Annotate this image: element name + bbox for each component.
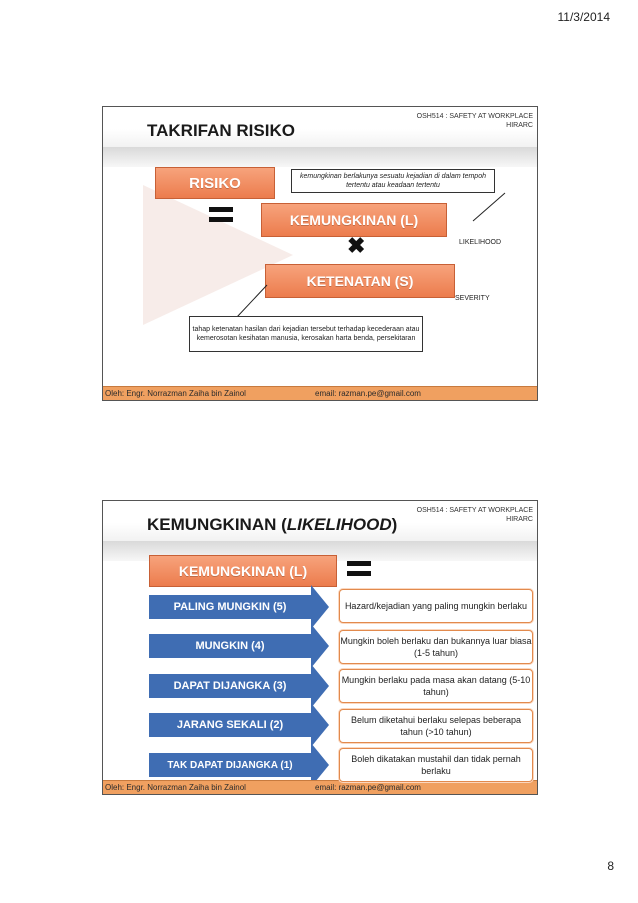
multiply-icon: ✖ bbox=[347, 233, 366, 258]
level-5-desc: Hazard/kejadian yang paling mungkin berlaku bbox=[339, 589, 533, 623]
course-code: OSH514 : SAFETY AT WORKPLACE bbox=[416, 113, 533, 120]
kemungkinan-box: KEMUNGKINAN (L) bbox=[261, 203, 447, 237]
slide-takrifan-risiko bbox=[102, 106, 538, 401]
level-4-label: MUNGKIN (4) bbox=[195, 640, 265, 652]
level-1-arrow bbox=[149, 753, 311, 777]
page-number: 8 bbox=[607, 859, 614, 873]
level-1-label: TAK DAPAT DIJANGKA (1) bbox=[167, 759, 293, 771]
equals-icon bbox=[347, 561, 371, 581]
connector-severity bbox=[237, 285, 267, 317]
level-3-label: DAPAT DIJANGKA (3) bbox=[173, 680, 287, 692]
likelihood-label: LIKELIHOOD bbox=[459, 239, 502, 246]
level-5-arrow bbox=[149, 595, 311, 619]
course-topic: HIRARC bbox=[506, 122, 533, 129]
level-3-arrow bbox=[149, 674, 311, 698]
level-2-desc: Belum diketahui berlaku selepas beberapa tahun (>10 tahun) bbox=[339, 709, 533, 743]
slide-title: TAKRIFAN RISIKO bbox=[147, 121, 295, 140]
level-1-desc: Boleh dikatakan mustahil dan tidak pernah berlaku bbox=[339, 748, 533, 782]
footer-author: Oleh: Engr. Norrazman Zaiha bin Zainol bbox=[105, 389, 246, 398]
kemungkinan-header-box: KEMUNGKINAN (L) bbox=[149, 555, 337, 587]
slide-footer bbox=[103, 780, 537, 794]
level-2-label: JARANG SEKALI (2) bbox=[176, 719, 284, 731]
footer-email: email: razman.pe@gmail.com bbox=[315, 389, 421, 398]
title-end: ) bbox=[391, 515, 398, 534]
note-kemungkinan-text: kemungkinan berlakunya sesuatu kejadian di dalam tempoh tertentu atau keadaan tertentu bbox=[299, 173, 486, 189]
note-ketenatan: tahap ketenatan hasilan dari kejadian tersebut terhadap kecederaan atau kemerosotan kesihatan manusia, kerosakan harta benda, persekitaran bbox=[189, 316, 423, 352]
slide-kemungkinan-likelihood bbox=[102, 500, 538, 795]
level-3-desc: Mungkin berlaku pada masa akan datang (5-10 tahun) bbox=[339, 669, 533, 703]
level-4-desc: Mungkin boleh berlaku dan bukannya luar biasa (1-5 tahun) bbox=[339, 630, 533, 664]
page-date: 11/3/2014 bbox=[557, 10, 610, 24]
level-5-label: PALING MUNGKIN (5) bbox=[173, 601, 287, 613]
level-2-arrow bbox=[149, 713, 311, 737]
severity-label: SEVERITY bbox=[455, 295, 490, 302]
course-label bbox=[417, 506, 533, 524]
slide-footer bbox=[103, 386, 537, 400]
slide-title bbox=[147, 515, 397, 535]
course-code: OSH514 : SAFETY AT WORKPLACE bbox=[416, 507, 533, 514]
title-main: KEMUNGKINAN ( bbox=[147, 515, 287, 534]
footer-email: email: razman.pe@gmail.com bbox=[315, 783, 421, 792]
risiko-box: RISIKO bbox=[155, 167, 275, 199]
course-topic: HIRARC bbox=[506, 516, 533, 523]
connector-lines bbox=[103, 107, 537, 400]
title-italic: LIKELIHOOD bbox=[286, 515, 392, 534]
ketenatan-box: KETENATAN (S) bbox=[265, 264, 455, 298]
footer-author: Oleh: Engr. Norrazman Zaiha bin Zainol bbox=[105, 783, 246, 792]
level-4-arrow bbox=[149, 634, 311, 658]
connector-likelihood bbox=[473, 193, 505, 221]
